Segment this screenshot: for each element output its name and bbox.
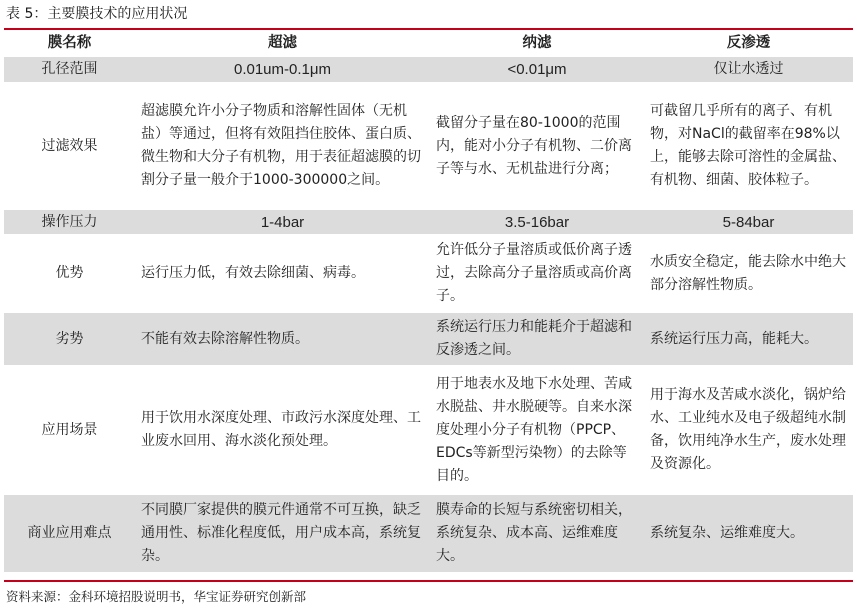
table-title: 表 5：主要膜技术的应用状况 [6, 6, 188, 22]
table-cell: 用于地表水及地下水处理、苦咸水脱盐、井水脱硬等。自来水深度处理小分子有机物（PPCP、EDCs等新型污染物）的去除等目的。 [436, 375, 632, 484]
table-cell: 0.01um-0.1μm [135, 57, 430, 83]
row-label: 孔径范围 [4, 57, 135, 83]
table-row [4, 313, 853, 366]
table-cell: 截留分子量在80-1000的范围内，能对小分子有机物、二价离子等与水、无机盐进行分离； [436, 114, 632, 177]
table-cell: 超滤膜允许小分子物质和溶解性固体（无机盐）等通过，但将有效阻挡住胶体、蛋白质、微生物和大分子有机物，用于表征超滤膜的切割分子量一般介于1000-300000之间。 [141, 103, 421, 188]
membrane-table [4, 31, 853, 572]
table-row [4, 210, 853, 235]
table-cell: 运行压力低，有效去除细菌、病毒。 [141, 265, 365, 281]
row-label: 过滤效果 [41, 137, 98, 154]
table-cell: 系统运行压力和能耗介于超滤和反渗透之间。 [430, 313, 644, 366]
table-cell: 系统复杂、运维难度大。 [644, 495, 853, 573]
table-cell: 膜寿命的长短与系统密切相关，系统复杂、成本高、运维难度大。 [430, 495, 644, 573]
table-cell: 系统运行压力高，能耗大。 [644, 313, 853, 366]
row-label: 劣势 [4, 313, 135, 366]
bottom-rule [4, 580, 853, 582]
row-label: 应用场景 [41, 421, 98, 438]
header-ultrafiltration: 超滤 [268, 35, 297, 51]
header-row [4, 31, 853, 57]
table-cell: 用于海水及苦咸水淡化，锅炉给水、工业纯水及电子级超纯水制备，饮用纯净水生产，废水处理及资源化。 [650, 387, 846, 472]
table-cell: 不能有效去除溶解性物质。 [135, 313, 430, 366]
table-cell: 仅让水透过 [644, 57, 853, 83]
row-label: 操作压力 [4, 210, 135, 235]
table-row [4, 235, 853, 313]
table-row [4, 366, 853, 495]
table-row [4, 83, 853, 210]
table-cell: <0.01μm [430, 57, 644, 83]
table-cell: 水质安全稳定，能去除水中绝大部分溶解性物质。 [650, 253, 846, 293]
row-label: 优势 [55, 265, 84, 281]
table-cell: 5-84bar [644, 210, 853, 235]
table-row [4, 495, 853, 573]
header-nanofiltration: 纳滤 [522, 35, 552, 51]
table-row [4, 57, 853, 83]
header-membrane-name: 膜名称 [47, 35, 92, 51]
table-cell: 可截留几乎所有的离子、有机物，对NaCl的截留率在98%以上，能够去除可溶性的金属盐、有机物、细菌、胶体粒子。 [650, 103, 846, 188]
top-rule [4, 28, 853, 30]
source-note: 资料来源：金科环境招股说明书，华宝证券研究创新部 [6, 589, 307, 604]
table-cell: 不同膜厂家提供的膜元件通常不可互换，缺乏通用性、标准化程度低，用户成本高，系统复杂。 [135, 495, 430, 573]
header-reverse-osmosis: 反渗透 [726, 35, 771, 51]
row-label: 商业应用难点 [4, 495, 135, 573]
table-cell: 用于饮用水深度处理、市政污水深度处理、工业废水回用、海水淡化预处理。 [141, 410, 421, 449]
table-cell: 1-4bar [135, 210, 430, 235]
table-cell: 3.5-16bar [430, 210, 644, 235]
table-cell: 允许低分子量溶质或低价离子透过，去除高分子量溶质或高价离子。 [436, 242, 632, 304]
